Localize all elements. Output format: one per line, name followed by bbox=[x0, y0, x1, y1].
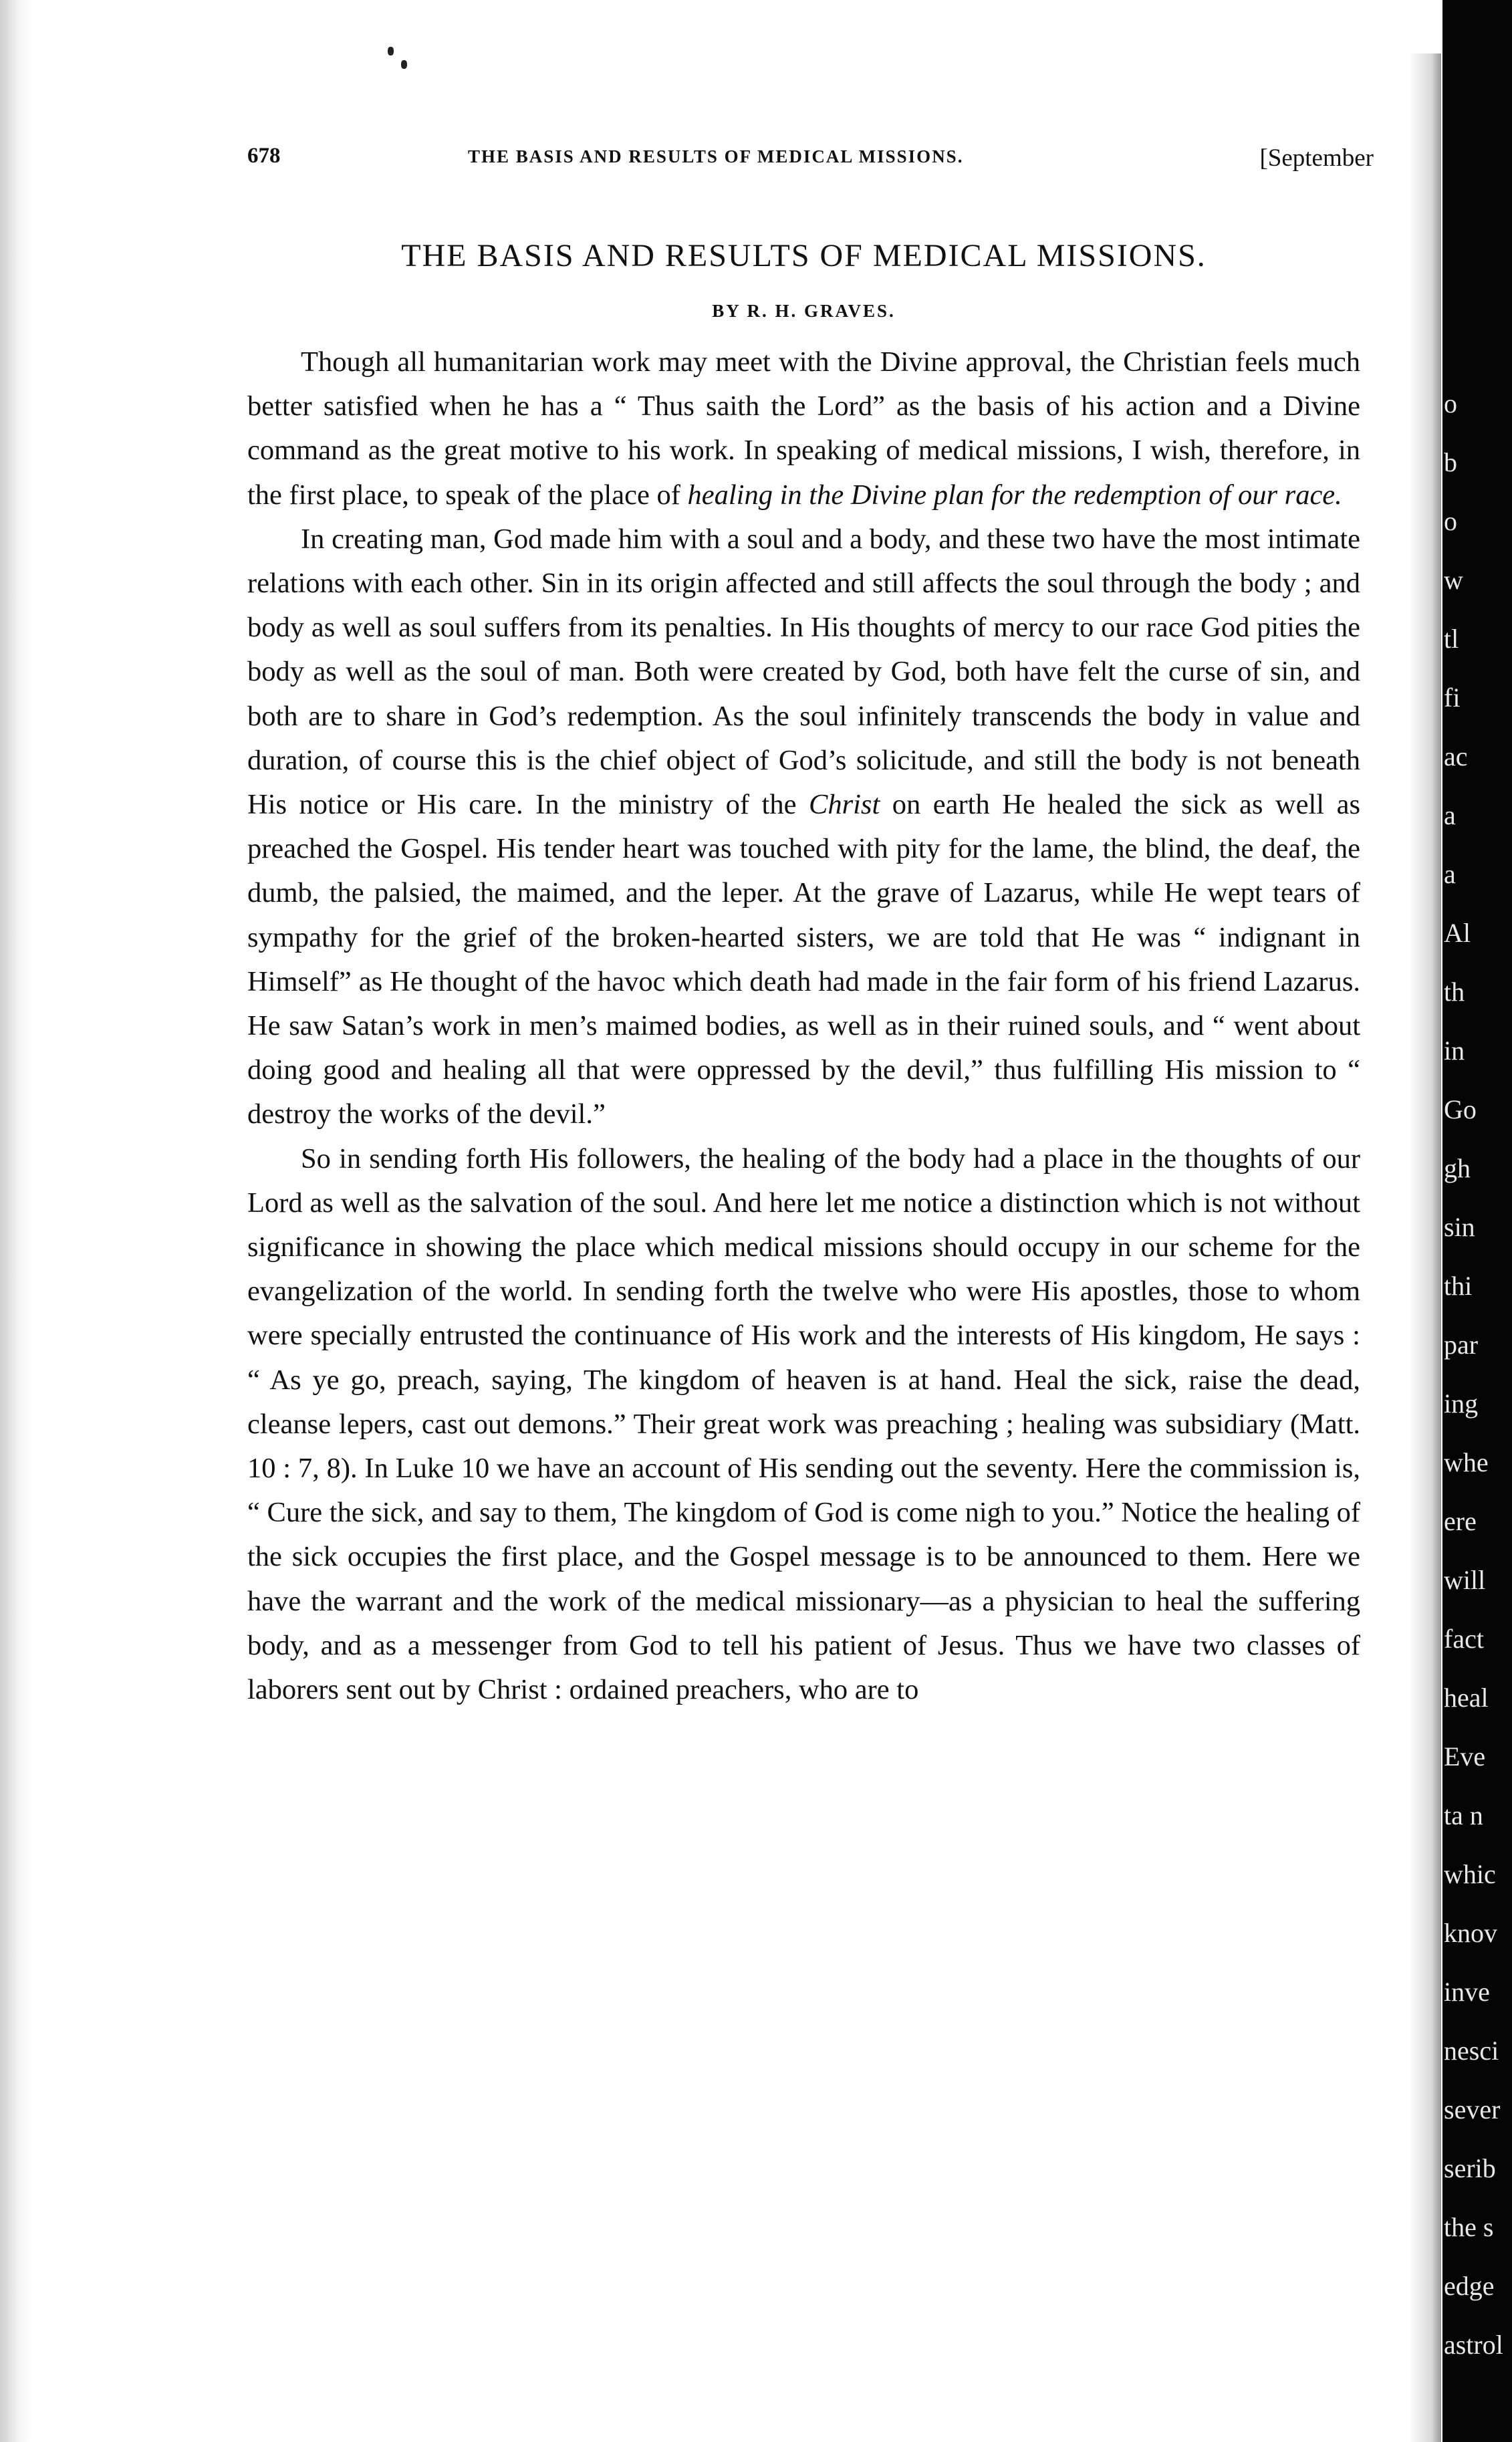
margin-fragment: gh bbox=[1444, 1153, 1471, 1183]
margin-fragment: Eve bbox=[1444, 1741, 1486, 1772]
paragraph bbox=[247, 340, 1360, 517]
margin-fragment: whe bbox=[1444, 1447, 1489, 1477]
paragraph-text: So in sending forth His followers, the healing of the body had a place in the thoughts of our Lord as well as the salvation of the soul. And here let me notice a distinction which is not without significance in showing the place which medical missions should occupy in our scheme for the evangelization of the world. In sending forth the twelve who were His apostles, those to whom were specially entrusted the continuance of His work and the interests of His kingdom, He says : “ As ye go, preach, saying, The kingdom of heaven is at hand. Heal the sick, raise the dead, cleanse lepers, cast out demons.” Their great work was preaching ; healing was subsidiary (Matt. 10 : 7, 8). In Luke 10 we have an account of His sending out the seventy. Here the commission is, “ Cure the sick, and say to them, The kingdom of God is come nigh to you.” Notice the healing of the sick occupies the first place, and the Gospel message is to be announced to them. Here we have the warrant and the work of the medical missionary—as a physician to heal the suffering body, and as a messenger from God to tell his patient of Jesus. Thus we have two classes of laborers sent out by Christ : ordained preachers, who are to bbox=[247, 1142, 1360, 1706]
article-body bbox=[247, 340, 1360, 1712]
margin-fragment: th bbox=[1444, 977, 1465, 1007]
margin-fragment: o bbox=[1444, 506, 1457, 536]
margin-fragment: thi bbox=[1444, 1271, 1473, 1301]
paragraph bbox=[247, 1137, 1360, 1713]
margin-fragment: fact bbox=[1444, 1624, 1484, 1654]
margin-fragment: o bbox=[1444, 388, 1457, 418]
margin-fragment: heal bbox=[1444, 1683, 1489, 1713]
page-fold-shadow bbox=[1409, 53, 1441, 2442]
article-byline: BY R. H. GRAVES. bbox=[712, 301, 896, 321]
margin-fragment: in bbox=[1444, 1035, 1465, 1066]
running-head bbox=[247, 137, 1374, 177]
page-edge-shadow bbox=[0, 0, 32, 2442]
margin-fragment: a bbox=[1444, 859, 1456, 889]
margin-fragment: edge bbox=[1444, 2271, 1495, 2301]
margin-fragment: serib bbox=[1444, 2153, 1496, 2183]
book-page bbox=[247, 137, 1374, 1712]
margin-fragment: inve bbox=[1444, 1977, 1490, 2007]
scan-speck bbox=[388, 47, 394, 55]
article-title: THE BASIS AND RESULTS OF MEDICAL MISSIONS. bbox=[401, 238, 1207, 273]
margin-fragment: sin bbox=[1444, 1212, 1475, 1242]
margin-fragment: will bbox=[1444, 1565, 1486, 1595]
margin-fragment: knov bbox=[1444, 1918, 1497, 1948]
margin-fragment: w bbox=[1444, 565, 1463, 595]
margin-fragment: nesci bbox=[1444, 2036, 1499, 2066]
margin-fragment: ta n bbox=[1444, 1800, 1483, 1830]
margin-fragment: b bbox=[1444, 447, 1457, 477]
margin-fragment: ac bbox=[1444, 741, 1468, 771]
margin-fragment: whic bbox=[1444, 1859, 1496, 1889]
margin-fragment: fi bbox=[1444, 683, 1461, 713]
margin-fragment: ing bbox=[1444, 1388, 1479, 1419]
margin-fragment: a bbox=[1444, 800, 1456, 830]
running-head-month: [September bbox=[1259, 144, 1374, 172]
margin-fragment: the s bbox=[1444, 2212, 1494, 2242]
margin-fragment: tl bbox=[1444, 624, 1459, 654]
paragraph-text: In creating man, God made him with a soul and a body, and these two have the most intimate relations with each other. Sin in its origin affected and still affects the soul through the body ; and body as well as soul suffers from its penalties. In His thoughts of mercy to our race God pities the body as well as the soul of man. Both were created by God, both have felt the curse of sin, and both are to share in God’s redemption. As the soul infinitely transcends the body in value and duration, of course this is the chief object of God’s solicitude, and still the body is not beneath His notice or His care. In the ministry of the bbox=[247, 523, 1360, 821]
margin-fragment: ere bbox=[1444, 1506, 1477, 1536]
margin-fragment: Go bbox=[1444, 1094, 1477, 1124]
margin-fragment: Al bbox=[1444, 918, 1471, 948]
margin-fragment: astrol bbox=[1444, 2330, 1503, 2360]
paragraph bbox=[247, 517, 1360, 1137]
paragraph-italic-text: healing in the Divine plan for the redemption of our race. bbox=[687, 479, 1342, 511]
scan-speck bbox=[401, 60, 407, 69]
margin-fragment: par bbox=[1444, 1330, 1479, 1360]
page-number: 678 bbox=[247, 144, 281, 168]
running-head-title: THE BASIS AND RESULTS OF MEDICAL MISSIONS. bbox=[468, 146, 964, 166]
margin-fragment: sever bbox=[1444, 2094, 1501, 2124]
paragraph-italic-text: Christ bbox=[808, 789, 880, 821]
paragraph-text: on earth He healed the sick as well as preached the Gospel. His tender heart was touched with pity for the lame, the blind, the deaf, the dumb, the palsied, the maimed, and the leper. At the grave of Lazarus, while He wept tears of sympathy for the grief of the broken-hearted sisters, we are told that He was “ indignant in Himself” as He thought of the havoc which death had made in the fair form of his friend Lazarus. He saw Satan’s work in men’s maimed bodies, as well as in their ruined souls, and “ went about doing good and healing all that were oppressed by the devil,” thus fulfilling His mission to “ destroy the works of the devil.” bbox=[247, 789, 1360, 1130]
paragraph-text: Though all humanitarian work may meet with the Divine approval, the Christian feels much better satisfied when he has a “ Thus saith the Lord” as the basis of his action and a Divine command as the great motive to his work. In speaking of medical missions, I wish, therefore, in the first place, to speak of the place of bbox=[247, 346, 1360, 511]
